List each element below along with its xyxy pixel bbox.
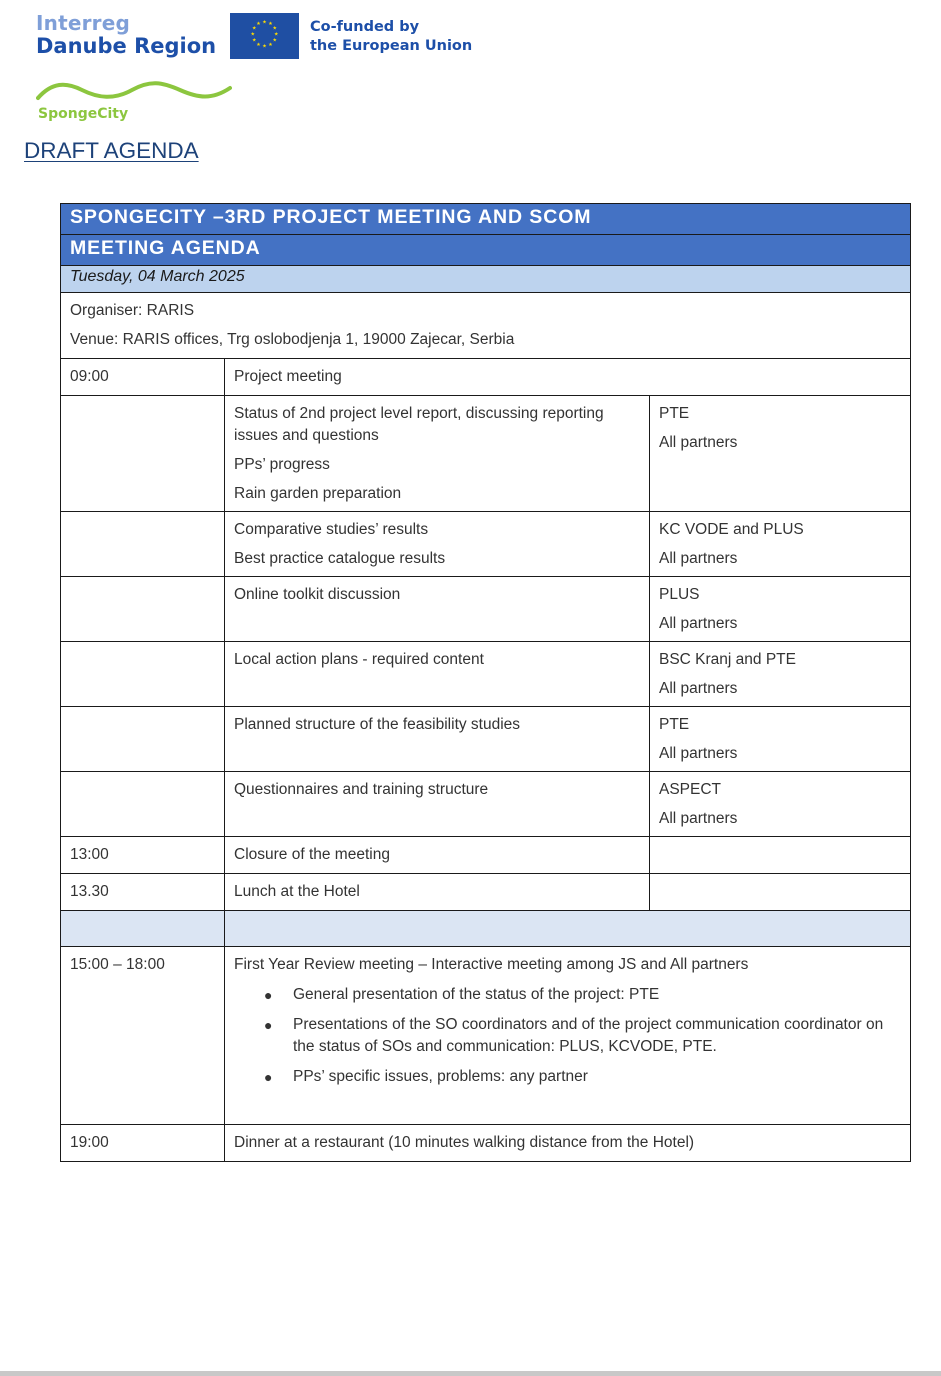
table-row bbox=[61, 359, 911, 396]
bullet-text: Presentations of the SO coordinators and of the project communication coordinator on the status of SOs and communication: PLUS, KCVODE, PTE. bbox=[293, 1016, 884, 1055]
row-time-empty bbox=[61, 772, 225, 837]
table-row bbox=[61, 1125, 911, 1162]
row-responsible: All partners bbox=[659, 810, 738, 827]
cofunded-line2: the European Union bbox=[310, 38, 473, 54]
svg-text:★: ★ bbox=[262, 19, 267, 26]
table-row bbox=[61, 577, 911, 642]
row-item: Lunch at the Hotel bbox=[234, 883, 360, 900]
row-responsible: ASPECT bbox=[659, 781, 722, 798]
row-item: Local action plans - required content bbox=[234, 651, 484, 668]
row-time: 13.30 bbox=[70, 883, 109, 900]
row-responsible: All partners bbox=[659, 615, 738, 632]
table-row bbox=[61, 874, 911, 911]
row-time: 09:00 bbox=[70, 368, 109, 385]
review-bullet-list bbox=[234, 984, 901, 1088]
shaded-break-row bbox=[61, 911, 911, 947]
row-item: Status of 2nd project level report, discussing reporting issues and questions bbox=[234, 405, 604, 444]
table-row bbox=[61, 396, 911, 512]
row-responsible: All partners bbox=[659, 680, 738, 697]
svg-text:★: ★ bbox=[262, 43, 267, 50]
row-responsible: All partners bbox=[659, 550, 738, 567]
row-item: Best practice catalogue results bbox=[234, 550, 446, 567]
row-item: Dinner at a restaurant (10 minutes walking distance from the Hotel) bbox=[234, 1134, 695, 1151]
row-item: Rain garden preparation bbox=[234, 485, 402, 502]
row-item: Comparative studies’ results bbox=[234, 521, 429, 538]
agenda-title: SPONGECITY –3RD PROJECT MEETING AND SCOM bbox=[61, 204, 911, 235]
draft-agenda-title: DRAFT AGENDA bbox=[24, 138, 199, 163]
list-item bbox=[234, 1066, 901, 1088]
row-item: PPs’ progress bbox=[234, 456, 330, 473]
row-time-empty bbox=[61, 512, 225, 577]
row-responsible: PLUS bbox=[659, 586, 700, 603]
svg-text:★: ★ bbox=[272, 25, 277, 32]
row-time: 15:00 – 18:00 bbox=[70, 956, 165, 973]
list-item bbox=[234, 984, 901, 1006]
bullet-icon: ● bbox=[264, 1069, 273, 1085]
shaded-cell bbox=[61, 911, 225, 947]
bullet-text: General presentation of the status of the project: PTE bbox=[293, 986, 660, 1003]
row-time-empty bbox=[61, 707, 225, 772]
row-time-empty bbox=[61, 396, 225, 512]
organiser-text: Organiser: RARIS bbox=[70, 302, 195, 319]
spongecity-wave-icon bbox=[36, 78, 232, 109]
row-item: Online toolkit discussion bbox=[234, 586, 401, 603]
row-item: Planned structure of the feasibility studies bbox=[234, 716, 521, 733]
row-time-empty bbox=[61, 577, 225, 642]
row-responsible-empty bbox=[650, 874, 911, 911]
svg-text:★: ★ bbox=[268, 21, 273, 27]
row-responsible: PTE bbox=[659, 716, 690, 733]
cofunded-label bbox=[310, 18, 472, 56]
agenda-subtitle: MEETING AGENDA bbox=[61, 235, 911, 266]
eu-flag-icon bbox=[230, 13, 299, 59]
row-time: 13:00 bbox=[70, 846, 109, 863]
shaded-cell bbox=[225, 911, 911, 947]
row-responsible: BSC Kranj and PTE bbox=[659, 651, 796, 668]
row-item: Project meeting bbox=[234, 368, 342, 385]
interreg-logo-line2: Danube Region bbox=[36, 34, 217, 58]
svg-text:★: ★ bbox=[268, 42, 273, 48]
row-item: Closure of the meeting bbox=[234, 846, 390, 863]
table-row bbox=[61, 512, 911, 577]
svg-text:★: ★ bbox=[274, 31, 279, 38]
row-time: 19:00 bbox=[70, 1134, 109, 1151]
venue-text: Venue: RARIS offices, Trg oslobodjenja 1, 19000 Zajecar, Serbia bbox=[70, 331, 515, 348]
table-row bbox=[61, 707, 911, 772]
row-item: Questionnaires and training structure bbox=[234, 781, 489, 798]
row-responsible: All partners bbox=[659, 745, 738, 762]
agenda-date: Tuesday, 04 March 2025 bbox=[61, 266, 911, 293]
spongecity-logo-text: SpongeCity bbox=[38, 106, 129, 122]
bullet-icon: ● bbox=[264, 987, 273, 1003]
svg-text:★: ★ bbox=[256, 42, 261, 48]
table-row bbox=[61, 772, 911, 837]
bullet-icon: ● bbox=[264, 1017, 273, 1033]
page-bottom-rule bbox=[0, 1371, 941, 1376]
row-responsible: PTE bbox=[659, 405, 690, 422]
table-row bbox=[61, 947, 911, 1125]
agenda-table bbox=[60, 203, 911, 1162]
bullet-text: PPs’ specific issues, problems: any partner bbox=[293, 1068, 588, 1085]
interreg-logo bbox=[36, 12, 216, 58]
svg-text:★: ★ bbox=[256, 21, 261, 27]
interreg-logo-line1: Interreg bbox=[36, 11, 131, 35]
svg-text:★: ★ bbox=[252, 25, 257, 32]
row-responsible: All partners bbox=[659, 434, 738, 451]
table-row bbox=[61, 837, 911, 874]
organiser-venue-row bbox=[61, 293, 911, 359]
row-responsible-empty bbox=[650, 837, 911, 874]
cofunded-line1: Co-funded by bbox=[310, 19, 420, 35]
svg-text:★: ★ bbox=[272, 37, 277, 44]
list-item bbox=[234, 1014, 901, 1058]
svg-text:★: ★ bbox=[250, 31, 255, 38]
row-responsible: KC VODE and PLUS bbox=[659, 521, 804, 538]
row-time-empty bbox=[61, 642, 225, 707]
svg-text:★: ★ bbox=[252, 37, 257, 44]
table-row bbox=[61, 642, 911, 707]
row-item: First Year Review meeting – Interactive meeting among JS and All partners bbox=[234, 956, 749, 973]
